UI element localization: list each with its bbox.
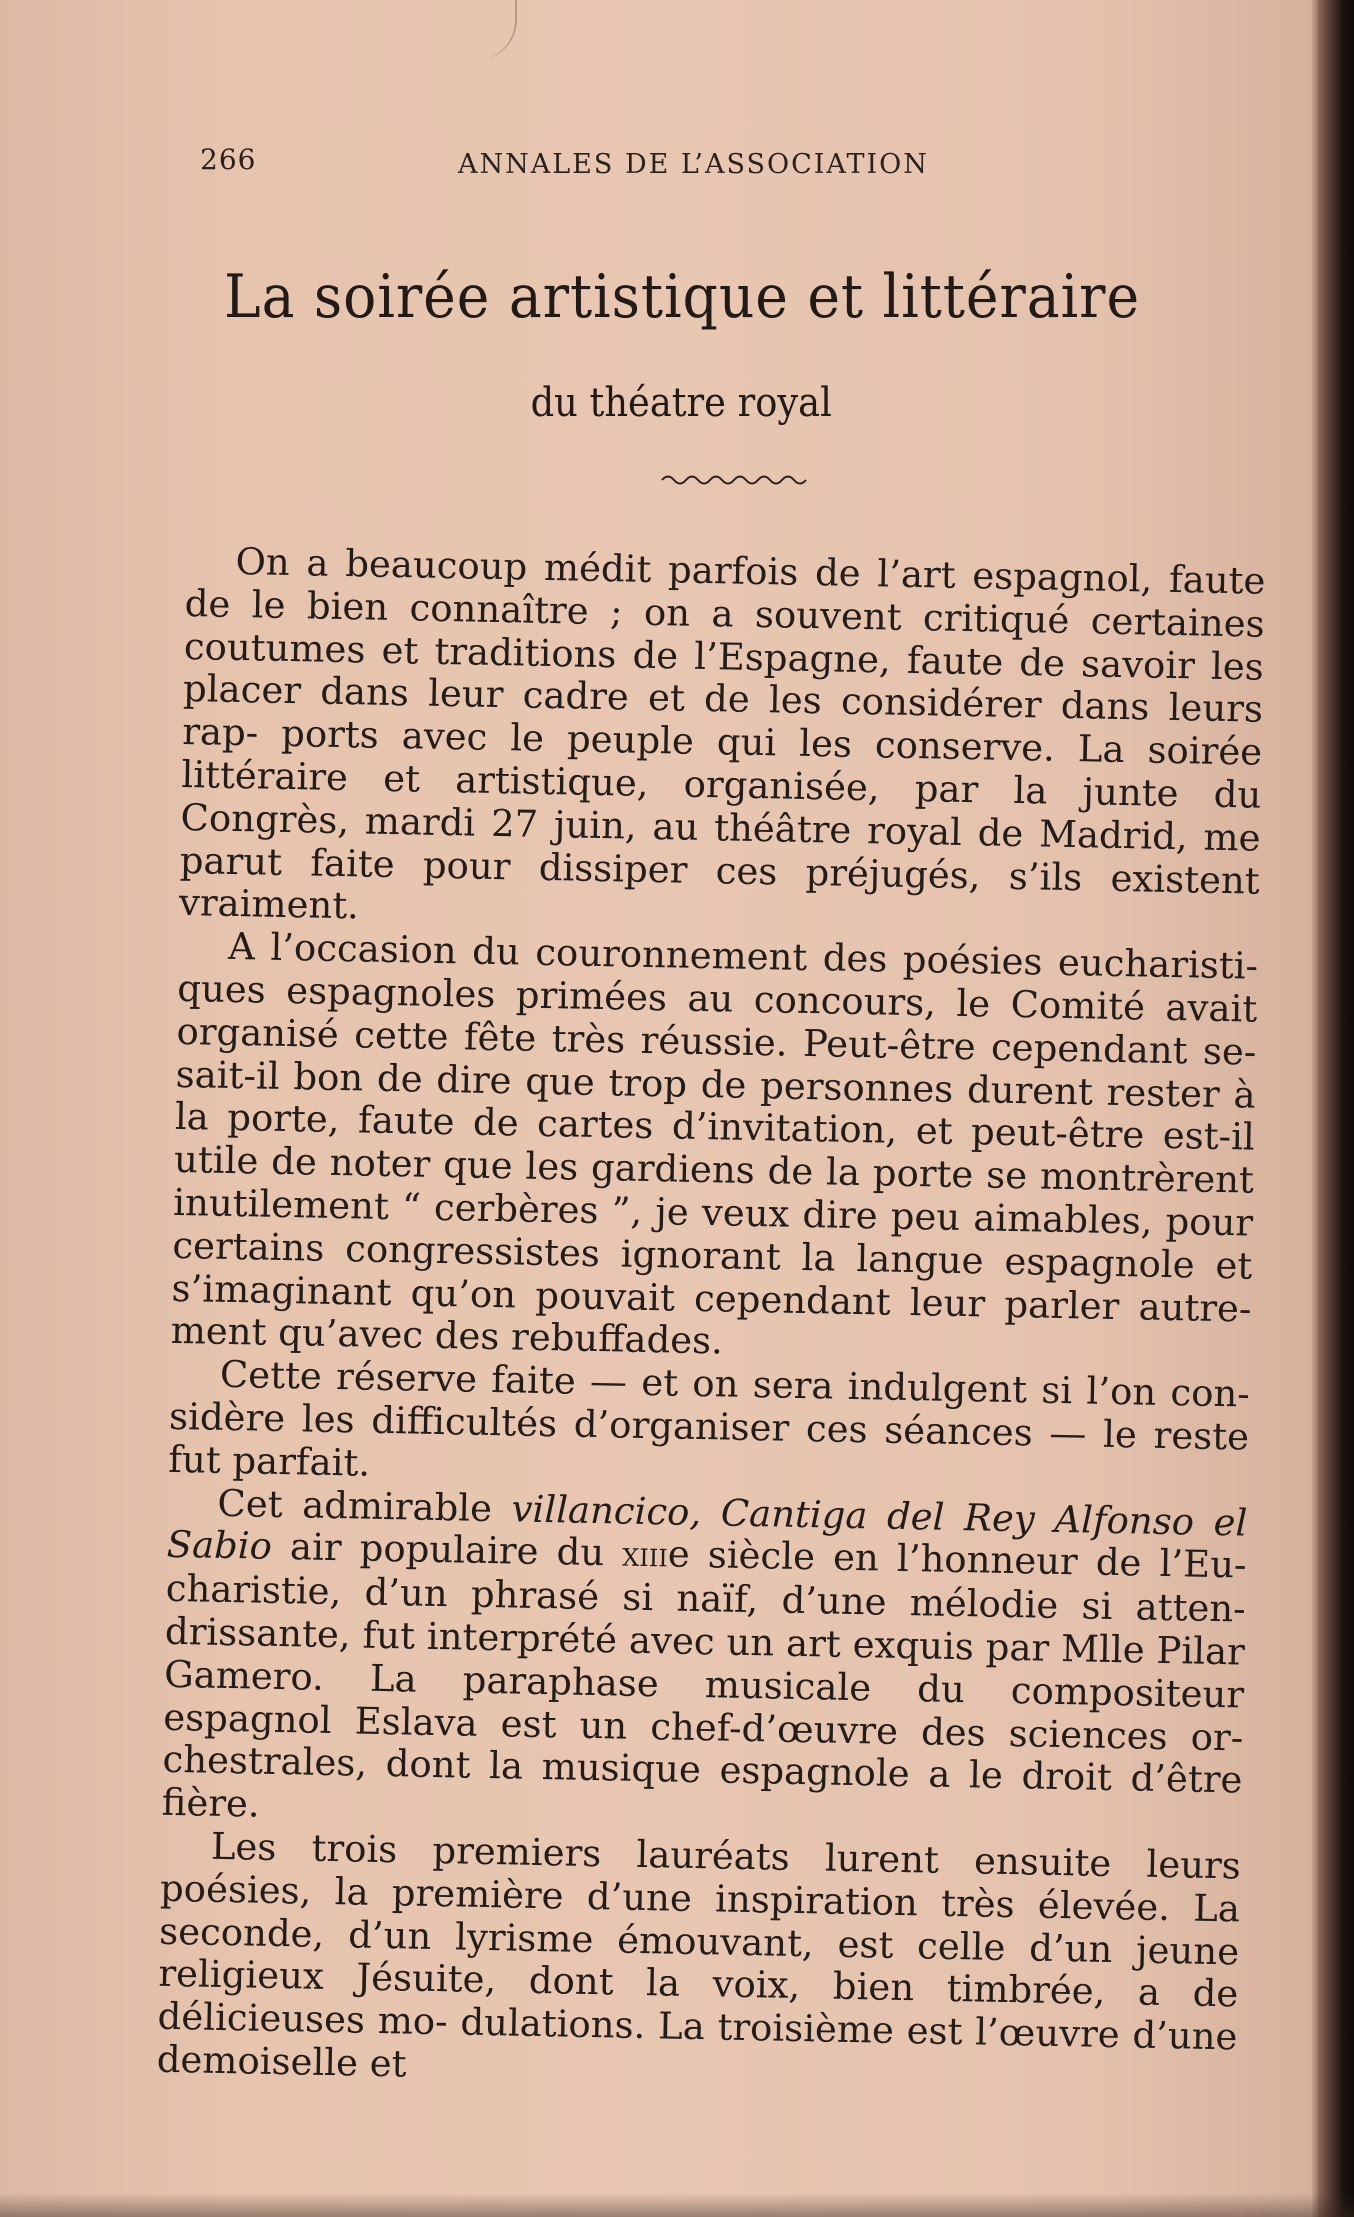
paragraph <box>168 1353 1250 1502</box>
article-title: La soirée artistique et littéraire <box>224 262 1141 332</box>
text-run: On a beaucoup médit parfois de l’art espagnol, faute de le bien connaître ; on a souvent critiqué certaines coutumes et traditions de l’Espagne, faute de savoir les placer dans leur cadre et de les considérer dans leurs rap- ports avec le peuple qui les conserve. La soirée littéraire et artistique, organisée, par la junte du Congrès, mardi 27 juin, au théâtre royal de Madrid, me parut faite pour dissiper ces préjugés, s’ils existent vraiment. <box>178 539 1266 928</box>
paragraph <box>170 925 1258 1374</box>
text-run: Les trois premiers lauréats lurent ensuite leurs poésies, la première d’une inspiration très élevée. La seconde, d’un lyrisme émouvant, est celle d’un jeune religieux Jésuite, dont la voix, bien timbrée, a de délicieuses mo- dulations. La troisième est l’œuvre d’une demoiselle et <box>156 1824 1242 2086</box>
text-run: e siècle en l’honneur de l’Eu- charistie, d’un phrasé si naïf, d’une mélodie si atten- drissante, fut interprété avec un art exquis par Mlle Pilar Gamero. La paraphase musicale du compositeur espagnol Eslava est un chef-d’œuvre des sciences or- chestrales, dont la musique espagnole a le droit d’être fière. <box>161 1532 1247 1826</box>
article-subtitle: du théatre royal <box>530 380 832 426</box>
text-run: Cette réserve faite — et on sera indulgent si l’on con- sidère les difficultés d’organiser ces séances — le reste fut parfait. <box>167 1352 1251 1485</box>
paragraph <box>156 1825 1241 2102</box>
journal-title: ANNALES DE L’ASSOCIATION <box>458 149 929 180</box>
article-body <box>156 540 1265 2102</box>
text-run: A l’occasion du couronnement des poésies eucharisti- ques espagnoles primées au concours, le Comité avait organisé cette fête très réussie. Peut-être cependant se- sait-il bon de dire que trop de personnes durent rester à la porte, faute de cartes d’invitation, et peut-être est-il utile de noter que les gardiens de la porte se montrèrent inutilement “ cerbères ”, je veux dire peu aimables, pour certains congressistes ignorant la langue espagnole et s’imaginant qu’on pouvait cependant leur parler autre- ment qu’avec des rebuffades. <box>170 925 1259 1363</box>
wavy-ornament <box>660 470 810 490</box>
italic-text: villancico, Cantiga del Rey Alfonso el Sabio <box>166 1486 1248 1569</box>
book-spine-shadow <box>1318 0 1354 2217</box>
ink-smudge <box>455 0 517 60</box>
text-run: Cet admirable <box>217 1481 513 1530</box>
text-run: air populaire du <box>271 1525 623 1575</box>
paragraph <box>161 1481 1247 1845</box>
small-caps-text: xiii <box>621 1534 669 1576</box>
bottom-shadow <box>0 2193 1354 2217</box>
paragraph <box>179 540 1266 946</box>
page-number: 266 <box>200 143 257 176</box>
